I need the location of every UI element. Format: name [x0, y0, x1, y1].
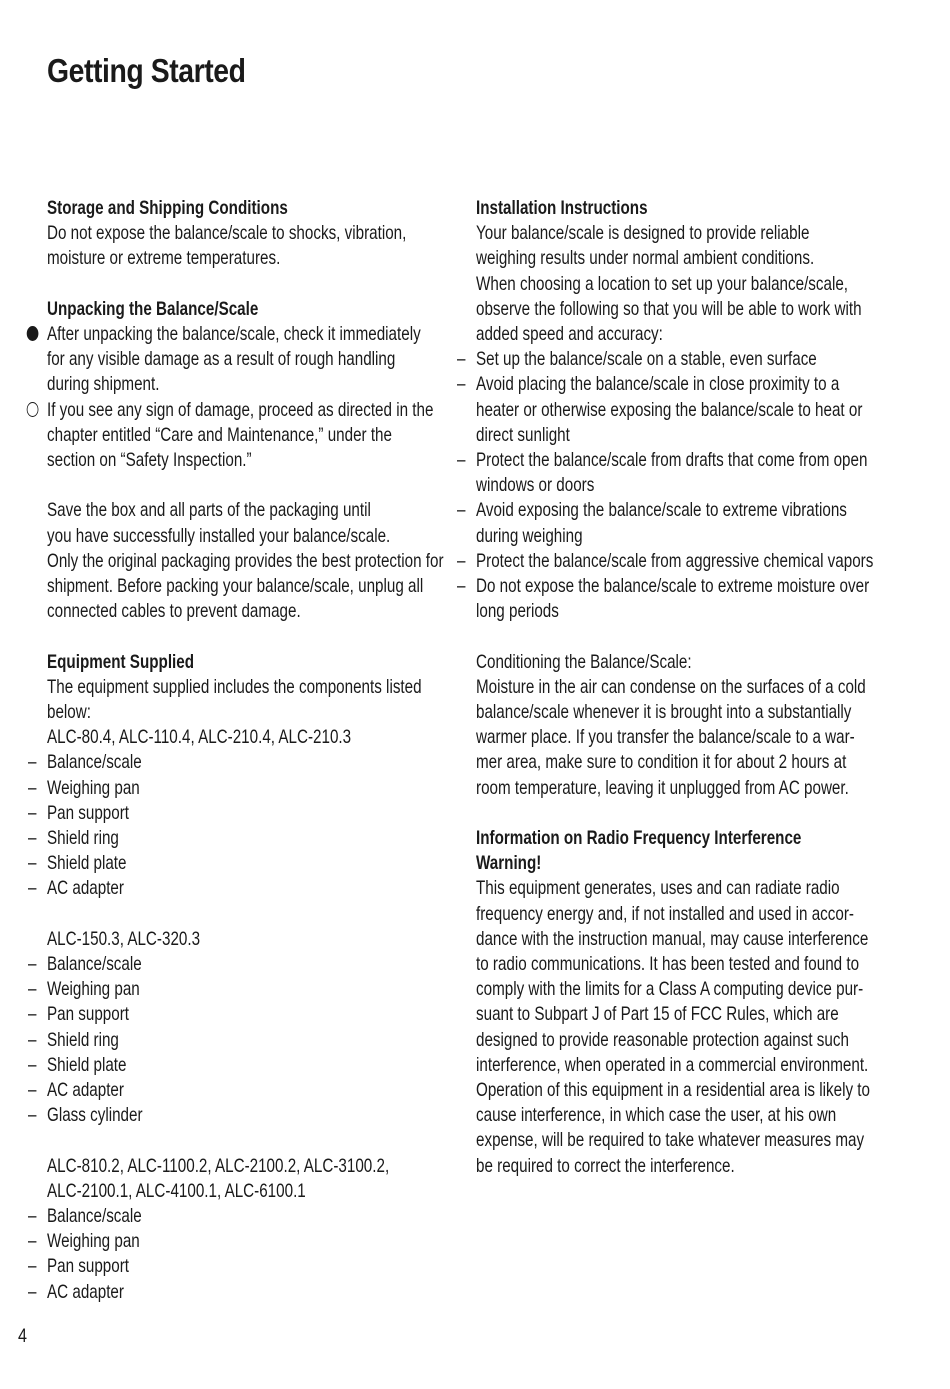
line-text: balance/scale whenever it is brought into a substantially [476, 701, 852, 724]
line-text: Balance/scale [47, 1205, 142, 1228]
rfi-line [476, 1103, 895, 1128]
equipment-item [27, 801, 461, 826]
line-text: expense, will be required to take whatever measures may [476, 1129, 865, 1152]
equipment-item [27, 750, 461, 775]
installation-item-line [476, 473, 895, 498]
line-text: you have successfully installed your balance/scale. [47, 524, 391, 547]
rfi-heading [476, 826, 895, 851]
line-text: Pan support [47, 801, 130, 824]
right-column [456, 196, 896, 1179]
rfi-line [476, 952, 895, 977]
line-text: If you see any sign of damage, proceed as directed in the [47, 398, 434, 421]
installation-item-line [476, 599, 895, 624]
line-text: observe the following so that you will be able to work with [476, 297, 862, 320]
line-text: suant to Subpart J of Part 15 of FCC Rules, which are [476, 1003, 839, 1026]
line-text: during weighing [476, 524, 583, 547]
conditioning-line [476, 750, 895, 775]
line-text: dance with the instruction manual, may cause interference [476, 927, 869, 950]
line-text: mer area, make sure to condition it for about 2 hours at [476, 751, 847, 774]
installation-item-line [456, 498, 895, 523]
equipment-item [27, 1053, 461, 1078]
rfi-line [476, 1053, 895, 1078]
unpacking-item-line [47, 398, 461, 423]
installation-item-line [456, 372, 895, 397]
line-text: chapter entitled “Care and Maintenance,” under the [47, 423, 392, 446]
rfi-line [476, 902, 895, 927]
rfi-line [476, 977, 895, 1002]
paragraph-gap [47, 624, 461, 649]
dash-bullet: – [27, 1205, 37, 1228]
equipment-item [27, 1002, 461, 1027]
rfi-line [476, 1002, 895, 1027]
right-column-content [456, 196, 895, 1179]
line-text: Weighing pan [47, 1230, 140, 1253]
model-list [47, 725, 461, 750]
line-text: frequency energy and, if not installed and used in accor- [476, 902, 854, 925]
equipment-item [27, 1254, 461, 1279]
line-text: Save the box and all parts of the packaging until [47, 499, 371, 522]
unpacking-item-line [47, 347, 461, 372]
rfi-line [476, 1028, 895, 1053]
equipment-item [27, 1229, 461, 1254]
line-text: Storage and Shipping Conditions [47, 197, 288, 219]
line-text: weighing results under normal ambient conditions. [476, 247, 815, 270]
equipment-item [27, 977, 461, 1002]
text-line [47, 675, 461, 700]
line-text: Balance/scale [47, 953, 142, 976]
equipment-item [27, 1103, 461, 1128]
dash-bullet: – [27, 1280, 37, 1303]
line-text: Avoid exposing the balance/scale to extreme vibrations [476, 499, 847, 522]
packaging-note-line [47, 524, 461, 549]
line-text: Equipment Supplied [47, 650, 195, 673]
conditioning-line [476, 650, 895, 675]
line-text: room temperature, leaving it unplugged from AC power. [476, 776, 849, 799]
paragraph-gap [476, 624, 895, 649]
line-text: Conditioning the Balance/Scale: [476, 650, 692, 673]
line-text: Balance/scale [47, 751, 142, 774]
line-text: added speed and accuracy: [476, 323, 663, 346]
dash-bullet: – [27, 1255, 37, 1278]
line-text: shipment. Before packing your balance/scale, unplug all [47, 575, 424, 598]
line-text: during shipment. [47, 373, 160, 396]
line-text: The equipment supplied includes the components listed [47, 675, 422, 698]
line-text: ALC-2100.1, ALC-4100.1, ALC-6100.1 [47, 1179, 306, 1202]
line-text: Set up the balance/scale on a stable, even surface [476, 348, 817, 371]
storage-heading [47, 196, 461, 221]
text-line [476, 272, 895, 297]
installation-item-line [456, 574, 895, 599]
equipment-heading [47, 650, 461, 675]
conditioning-line [476, 776, 895, 801]
dash-bullet: – [456, 348, 466, 371]
unpacking-heading [47, 297, 461, 322]
unpacking-item-line [47, 448, 461, 473]
dash-bullet: – [27, 1003, 37, 1026]
dash-bullet: – [456, 499, 466, 522]
line-text: section on “Safety Inspection.” [47, 449, 252, 472]
dash-bullet: – [27, 953, 37, 976]
line-text: Shield plate [47, 852, 127, 875]
line-text: designed to provide reasonable protection against such [476, 1028, 849, 1051]
model-list [47, 1179, 461, 1204]
line-text: Installation Instructions [476, 197, 648, 219]
line-text: Shield plate [47, 1053, 127, 1076]
rfi-heading [476, 851, 895, 876]
line-text: Do not expose the balance/scale to extreme moisture over [476, 575, 870, 598]
paragraph-gap [47, 902, 461, 927]
text-line [47, 221, 461, 246]
line-text: warmer place. If you transfer the balance/scale to a war- [476, 726, 855, 749]
unpacking-item-line [47, 423, 461, 448]
line-text: ALC-150.3, ALC-320.3 [47, 927, 201, 950]
equipment-item [27, 1280, 461, 1305]
conditioning-line [476, 675, 895, 700]
line-text: Weighing pan [47, 978, 140, 1001]
dash-bullet: – [456, 373, 466, 396]
packaging-note-line [47, 549, 461, 574]
line-text: Moisture in the air can condense on the surfaces of a cold [476, 675, 866, 698]
page-title: Getting Started [47, 52, 246, 89]
open-circle-bullet-icon [27, 402, 39, 417]
equipment-item [27, 826, 461, 851]
rfi-line [476, 876, 895, 901]
rfi-line [476, 1154, 895, 1179]
dash-bullet: – [27, 1053, 37, 1076]
filled-circle-bullet-icon [27, 326, 39, 341]
packaging-note-line [47, 599, 461, 624]
paragraph-gap [47, 1128, 461, 1153]
installation-heading [476, 196, 895, 221]
line-text: windows or doors [476, 474, 595, 497]
dash-bullet: – [27, 877, 37, 900]
line-text: comply with the limits for a Class A computing device pur- [476, 978, 864, 1001]
installation-item-line [476, 398, 895, 423]
conditioning-line [476, 725, 895, 750]
paragraph-gap [476, 801, 895, 826]
unpacking-item-line [47, 322, 461, 347]
line-text: ALC-810.2, ALC-1100.2, ALC-2100.2, ALC-3100.2, [47, 1154, 390, 1177]
line-text: Information on Radio Frequency Interference [476, 827, 802, 850]
line-text: Your balance/scale is designed to provide reliable [476, 222, 810, 245]
line-text: Weighing pan [47, 776, 140, 799]
equipment-item [27, 1204, 461, 1229]
line-text: Avoid placing the balance/scale in close proximity to a [476, 373, 840, 396]
page-number: 4 [18, 1326, 27, 1347]
equipment-item [27, 952, 461, 977]
line-text: be required to correct the interference. [476, 1154, 735, 1177]
dash-bullet: – [27, 978, 37, 1001]
line-text: Glass cylinder [47, 1104, 143, 1127]
dash-bullet: – [27, 1028, 37, 1051]
equipment-item [27, 1028, 461, 1053]
dash-bullet: – [27, 801, 37, 824]
line-text: Only the original packaging provides the best protection for [47, 549, 444, 572]
line-text: Shield ring [47, 827, 119, 850]
dash-bullet: – [27, 776, 37, 799]
dash-bullet: – [27, 751, 37, 774]
paragraph-gap [47, 272, 461, 297]
equipment-item [27, 776, 461, 801]
line-text: long periods [476, 600, 559, 623]
installation-item-line [476, 423, 895, 448]
packaging-note-line [47, 574, 461, 599]
dash-bullet: – [27, 827, 37, 850]
line-text: interference, when operated in a commercial environment. [476, 1053, 869, 1076]
dash-bullet: – [27, 1230, 37, 1253]
line-text: Pan support [47, 1255, 130, 1278]
line-text: cause interference, in which case the user, at his own [476, 1104, 837, 1127]
line-text: ALC-80.4, ALC-110.4, ALC-210.4, ALC-210.3 [47, 726, 352, 749]
line-text: Unpacking the Balance/Scale [47, 297, 259, 320]
rfi-line [476, 1078, 895, 1103]
line-text: moisture or extreme temperatures. [47, 247, 281, 270]
equipment-item [27, 851, 461, 876]
left-column-content [27, 196, 461, 1305]
line-text: Operation of this equipment in a residential area is likely to [476, 1079, 870, 1102]
line-text: direct sunlight [476, 423, 570, 446]
text-line [476, 246, 895, 271]
equipment-item [27, 876, 461, 901]
line-text: Protect the balance/scale from aggressive chemical vapors [476, 549, 874, 572]
rfi-line [476, 1128, 895, 1153]
line-text: Pan support [47, 1003, 130, 1026]
line-text: Protect the balance/scale from drafts that come from open [476, 449, 868, 472]
installation-item-line [456, 347, 895, 372]
line-text: Warning! [476, 852, 542, 875]
line-text: AC adapter [47, 1280, 124, 1303]
model-list [47, 927, 461, 952]
dash-bullet: – [456, 549, 466, 572]
line-text: Shield ring [47, 1028, 119, 1051]
line-text: AC adapter [47, 877, 124, 900]
dash-bullet: – [27, 1104, 37, 1127]
paragraph-gap [47, 473, 461, 498]
packaging-note-line [47, 498, 461, 523]
installation-item-line [456, 448, 895, 473]
dash-bullet: – [27, 852, 37, 875]
model-list [47, 1154, 461, 1179]
text-line [476, 322, 895, 347]
line-text: below: [47, 701, 91, 724]
line-text: When choosing a location to set up your balance/scale, [476, 272, 849, 295]
unpacking-item-line [47, 372, 461, 397]
text-line [47, 246, 461, 271]
dash-bullet: – [27, 1079, 37, 1102]
line-text: connected cables to prevent damage. [47, 600, 301, 623]
line-text: This equipment generates, uses and can radiate radio [476, 877, 840, 900]
conditioning-line [476, 700, 895, 725]
left-column [27, 196, 462, 1305]
line-text: heater or otherwise exposing the balance/scale to heat or [476, 398, 863, 421]
installation-item-line [476, 524, 895, 549]
line-text: After unpacking the balance/scale, check it immediately [47, 323, 421, 345]
line-text: Do not expose the balance/scale to shocks, vibration, [47, 222, 407, 245]
text-line [476, 221, 895, 246]
line-text: for any visible damage as a result of rough handling [47, 348, 396, 371]
dash-bullet: – [456, 449, 466, 472]
text-line [476, 297, 895, 322]
rfi-line [476, 927, 895, 952]
equipment-item [27, 1078, 461, 1103]
line-text: to radio communications. It has been tested and found to [476, 953, 860, 976]
line-text: AC adapter [47, 1079, 124, 1102]
dash-bullet: – [456, 575, 466, 598]
installation-item-line [456, 549, 895, 574]
text-line [47, 700, 461, 725]
